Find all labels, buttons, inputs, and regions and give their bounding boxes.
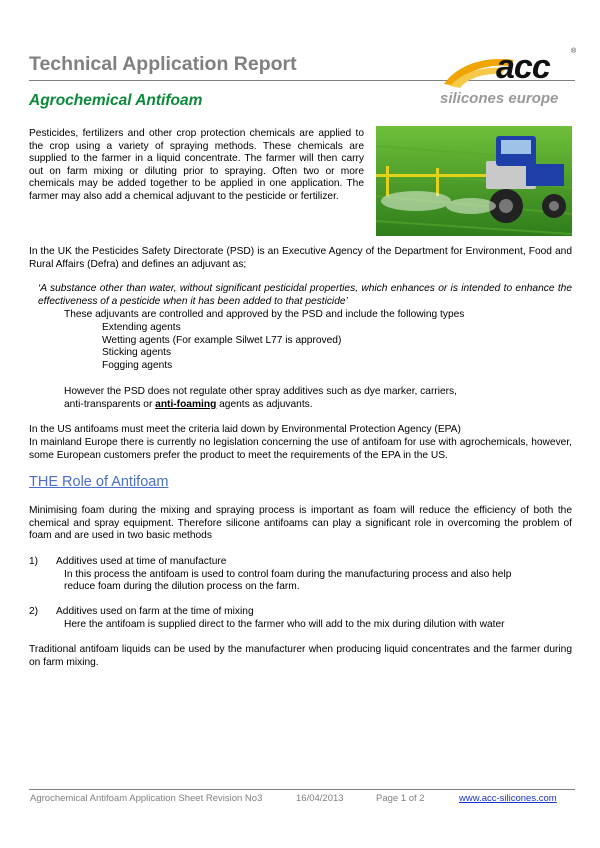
adjuvant-type-item: Sticking agents xyxy=(102,347,172,358)
role-paragraph: Minimising foam during the mixing and spraying process is important as foam will reduce the efficiency of both the chemical and spray equipment. Therefore silicone antifoams can play a significant role in overcoming the problem of foam and are used in two basic methods xyxy=(29,505,572,542)
adjuvants-intro: These adjuvants are controlled and approved by the PSD and include the following types xyxy=(64,309,465,320)
tractor-spraying-photo xyxy=(376,126,572,236)
footer-document-name: Agrochemical Antifoam Application Sheet Revision No3 xyxy=(30,793,263,804)
psd-note-text: anti-transparents or xyxy=(64,399,156,410)
section-heading: THE Role of Antifoam xyxy=(29,474,169,490)
footer-page-number: Page 1 of 2 xyxy=(376,793,425,804)
report-title: Technical Application Report xyxy=(29,53,297,75)
psd-note-text: agents as adjuvants. xyxy=(216,399,313,410)
europe-legislation-paragraph: In mainland Europe there is currently no legislation concerning the use of antifoam for use with agrochemicals, however, some European customers prefer the product to meet the requirements of the EPA in the US. xyxy=(29,437,572,461)
method-description: reduce foam during the dilution process on the farm. xyxy=(64,581,300,592)
footer-divider xyxy=(29,789,575,790)
anti-foaming-emphasis: anti-foaming xyxy=(155,399,217,410)
closing-paragraph: Traditional antifoam liquids can be used by the manufacturer when producing liquid concentrates and the farmer during on farm mixing. xyxy=(29,644,572,668)
footer-website-link[interactable]: www.acc-silicones.com xyxy=(459,793,557,804)
footer-date: 16/04/2013 xyxy=(296,793,344,804)
method-description: Here the antifoam is supplied direct to the farmer who will add to the mix during dilution with water xyxy=(64,619,505,630)
method-number: 1) xyxy=(29,556,39,567)
registered-mark: ® xyxy=(571,48,577,55)
method-number: 2) xyxy=(29,606,39,617)
method-title: Additives used at time of manufacture xyxy=(56,556,227,567)
psd-paragraph: In the UK the Pesticides Safety Directorate (PSD) is an Executive Agency of the Department for Environment, Food and Rural Affairs (Defra) and defines an adjuvant as; xyxy=(29,246,572,270)
intro-paragraph: Pesticides, fertilizers and other crop protection chemicals are applied to the crop using a variety of spraying methods. These chemicals are supplied to the farmer in a liquid concentrate. The farmer will then carry out on farm mixing or diluting prior to spraying. Often two or more chemicals may be added together to be applied in one application. The farmer may also add a chemical adjuvant to the pesticide or fertilizer. xyxy=(29,128,364,202)
epa-line: In the US antifoams must meet the criteria laid down by Environmental Protection Agency (EPA) xyxy=(29,424,461,435)
method-description: In this process the antifoam is used to control foam during the manufacturing process and also help xyxy=(64,569,512,580)
psd-note-line2 xyxy=(64,399,313,412)
adjuvant-type-item: Fogging agents xyxy=(102,360,173,371)
adjuvant-definition-quote: ‘A substance other than water, without significant pesticidal properties, which enhances or is intended to enhance the effectiveness of a pesticide when it has been added to that pesticide’ xyxy=(38,283,572,307)
logo-tagline: silicones europe xyxy=(440,90,559,107)
logo-wordmark: acc xyxy=(496,48,550,86)
adjuvant-type-item: Wetting agents (For example Silwet L77 is approved) xyxy=(102,335,342,346)
method-title: Additives used on farm at the time of mixing xyxy=(56,606,254,617)
psd-note-line1: However the PSD does not regulate other spray additives such as dye marker, carriers, xyxy=(64,386,457,397)
document-subtitle: Agrochemical Antifoam xyxy=(29,92,203,109)
company-logo xyxy=(436,46,578,112)
adjuvant-type-item: Extending agents xyxy=(102,322,181,333)
